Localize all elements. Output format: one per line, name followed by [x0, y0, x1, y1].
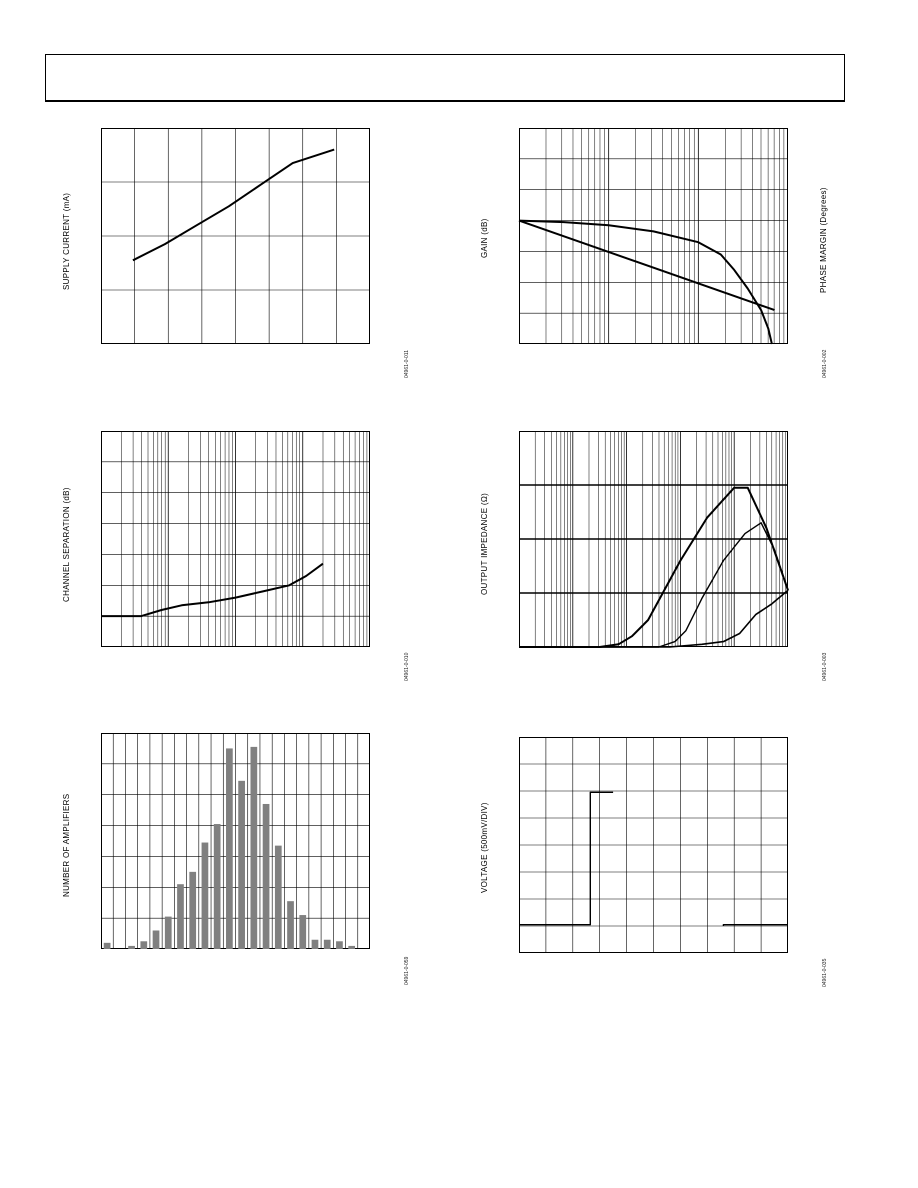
c5-bar-12	[250, 747, 257, 949]
chart-c5-plot	[101, 733, 370, 949]
chart-c1-plot	[101, 128, 370, 344]
c5-bar-0	[104, 943, 111, 949]
chart-c2-ylabel: GAIN (dB)	[480, 218, 489, 258]
chart-c5-ylabel: NUMBER OF AMPLIFIERS	[62, 793, 71, 897]
c5-bar-4	[153, 930, 160, 949]
chart-gain-phase	[519, 128, 788, 344]
c3-series-0	[101, 564, 323, 616]
chart-voltage-scope	[519, 737, 788, 953]
chart-c3-plot	[101, 431, 370, 647]
c4-series-2	[519, 590, 788, 647]
c5-bar-5	[165, 917, 172, 949]
c5-bar-3	[140, 941, 147, 949]
chart-c2-plot	[519, 128, 788, 344]
chart-c1-ylabel: SUPPLY CURRENT (mA)	[62, 192, 71, 290]
chart-c6-plot	[519, 737, 788, 953]
c5-bar-10	[226, 748, 233, 949]
c5-bar-14	[275, 846, 282, 949]
chart-c3-figure-id: 04961-0-010	[404, 652, 410, 681]
c5-bar-7	[189, 872, 196, 949]
c5-bar-19	[336, 941, 343, 949]
chart-c6-figure-id: 04961-0-035	[822, 958, 828, 987]
chart-c2-figure-id: 04961-0-002	[822, 349, 828, 378]
page-header-frame	[45, 54, 845, 102]
c1-series-0	[133, 150, 334, 261]
c5-bar-11	[238, 781, 245, 949]
c5-bar-2	[128, 946, 135, 949]
c5-bar-20	[348, 946, 355, 949]
chart-amplifier-histogram	[101, 733, 370, 949]
c5-bar-18	[324, 940, 331, 949]
c5-bar-17	[312, 940, 319, 949]
chart-c3-ylabel: CHANNEL SEPARATION (dB)	[62, 487, 71, 602]
chart-supply-current	[101, 128, 370, 344]
chart-c4-ylabel: OUTPUT IMPEDANCE (Ω)	[480, 492, 489, 595]
chart-c4-plot	[519, 431, 788, 647]
c6-series-0	[519, 792, 613, 924]
c5-bar-9	[214, 824, 221, 949]
c5-bar-15	[287, 901, 294, 949]
chart-c4-figure-id: 04961-0-003	[822, 652, 828, 681]
chart-channel-separation	[101, 431, 370, 647]
c5-bar-8	[202, 843, 209, 949]
c5-bar-6	[177, 884, 184, 949]
chart-c6-ylabel: VOLTAGE (500mV/DIV)	[480, 802, 489, 893]
c4-series-1	[519, 523, 788, 647]
c2-series-1	[519, 221, 775, 311]
c5-bar-16	[299, 915, 306, 949]
c5-bar-13	[263, 804, 270, 949]
chart-c1-figure-id: 04961-0-011	[404, 350, 410, 378]
chart-c5-figure-id: 04961-0-059	[404, 956, 410, 985]
chart-output-impedance	[519, 431, 788, 647]
c2-frame	[520, 129, 788, 344]
chart-c2-ylabel-right: PHASE MARGIN (Degrees)	[819, 187, 828, 293]
